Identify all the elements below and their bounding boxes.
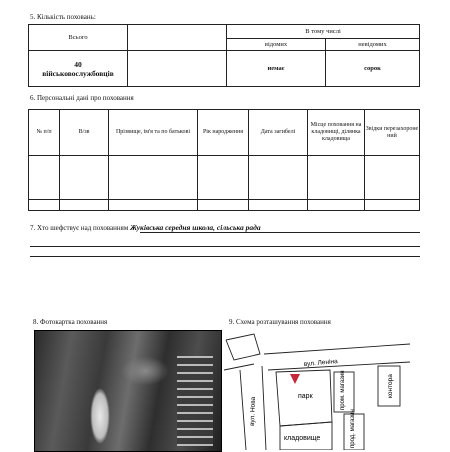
col-reburied-from: Звідки перезахороне ний [365,110,420,156]
known-header: відомих [227,39,326,51]
total-value [29,51,128,87]
map-label-prod-shop: прод. магазин [350,409,356,448]
section6-title: 6. Персональні дані про поховання [30,94,134,102]
unknown-header: невідомих [326,39,420,51]
col-name: Прізвище, ім'я та по батькові [109,110,198,156]
section9-title: 9. Схема розташування поховання [229,318,331,326]
map-label-nova: вул. Нова [249,396,258,427]
table-row [29,156,420,200]
location-map [220,330,420,450]
personal-data-table [28,109,420,211]
col-number: № п/п [29,110,60,156]
section7-underline [140,232,420,233]
table-row [29,200,420,211]
section7-line-2 [30,246,420,247]
map-label-office: контора [387,374,394,398]
map-label-lenina: вул. Леніна [303,358,338,368]
map-left-block [226,334,260,360]
total-value-number: 40 [74,59,82,69]
unknown-value: сорок [326,51,420,87]
map-label-park: парк [298,393,313,400]
section8-title: 8. Фотокартка поховання [33,318,108,326]
section7 [30,223,261,232]
blank-value [128,51,227,87]
total-header: Всього [29,25,128,51]
map-label-cemetery: кладовище [284,435,321,442]
section7-prefix: 7. Хто шефствує над похованням [30,224,129,232]
col-death-date: Дата загибелі [249,110,308,156]
blank-header [128,25,227,51]
known-value: немає [227,51,326,87]
burial-photo [34,330,222,452]
section7-value: Жуківська середня школа, сільська рада [130,223,261,232]
section5-title: 5. Кількість поховань: [30,13,96,21]
burial-count-table [28,24,420,87]
map-label-prom-shop: пром. магазин [340,370,346,410]
in-that-number-header: В тому числі [227,25,420,39]
col-birth-year: Рік народження [198,110,249,156]
col-rank: В/зв [60,110,109,156]
photo-stairs [177,356,213,446]
col-burial-place: Місце поховання на кладовищі, ділянка кладовища [308,110,365,156]
section7-line-3 [30,256,420,257]
total-value-text: військовослужбовців [42,68,114,78]
burial-marker-icon [290,374,300,384]
